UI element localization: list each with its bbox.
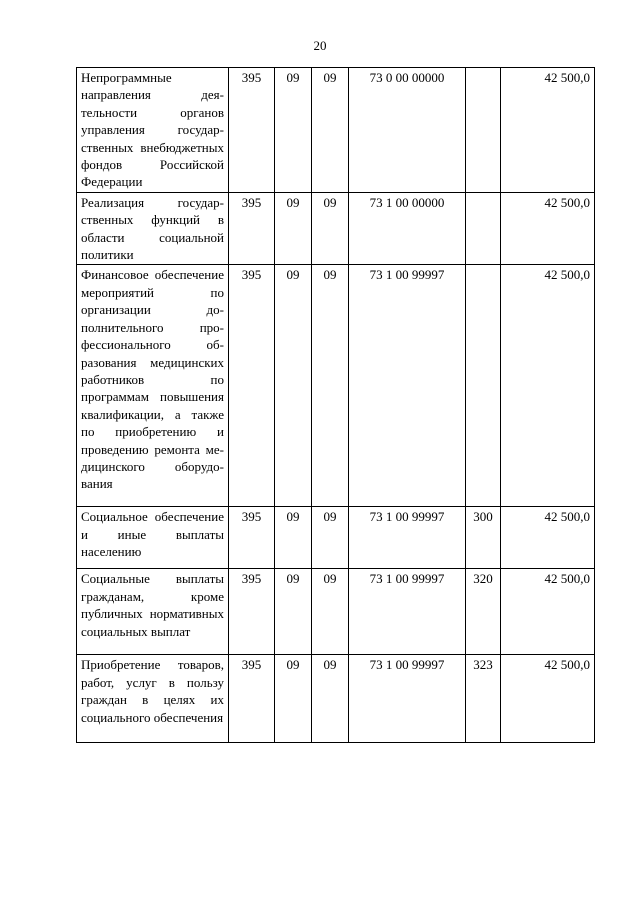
row-subsection: 09 xyxy=(312,507,349,569)
row-name: Социальное обеспечение и иные выплаты населению xyxy=(77,507,229,569)
row-expense-type xyxy=(466,68,501,193)
row-expense-type: 320 xyxy=(466,569,501,655)
row-section: 09 xyxy=(275,265,312,507)
row-target-article: 73 1 00 99997 xyxy=(349,265,466,507)
row-amount: 42 500,0 xyxy=(501,655,595,743)
table-row xyxy=(77,68,595,193)
row-target-article: 73 1 00 99997 xyxy=(349,507,466,569)
table-row xyxy=(77,507,595,569)
row-amount: 42 500,0 xyxy=(501,68,595,193)
budget-table xyxy=(76,67,595,743)
table-row xyxy=(77,569,595,655)
row-expense-type: 300 xyxy=(466,507,501,569)
row-amount: 42 500,0 xyxy=(501,507,595,569)
row-ministry: 395 xyxy=(229,68,275,193)
row-target-article: 73 1 00 99997 xyxy=(349,569,466,655)
row-section: 09 xyxy=(275,507,312,569)
row-ministry: 395 xyxy=(229,507,275,569)
page-number: 20 xyxy=(313,38,327,53)
row-subsection: 09 xyxy=(312,655,349,743)
row-expense-type: 323 xyxy=(466,655,501,743)
row-name: Непрограммные направления деятельности органов управления государственных внебюджетных фондов Российской Федерации xyxy=(77,68,229,193)
row-name: Реализация государственных функций в области социальной политики xyxy=(77,192,229,265)
row-target-article: 73 1 00 99997 xyxy=(349,655,466,743)
row-amount: 42 500,0 xyxy=(501,192,595,265)
row-section: 09 xyxy=(275,192,312,265)
row-ministry: 395 xyxy=(229,569,275,655)
row-amount: 42 500,0 xyxy=(501,569,595,655)
row-name: Финансовое обеспечение мероприятий по организации дополнительного профессионального образования медицинских работников по программам повышения квалификации, а также по приобретению и проведению ремонта медицинского оборудования xyxy=(77,265,229,507)
table-row xyxy=(77,655,595,743)
row-expense-type xyxy=(466,265,501,507)
row-ministry: 395 xyxy=(229,265,275,507)
row-target-article: 73 0 00 00000 xyxy=(349,68,466,193)
row-amount: 42 500,0 xyxy=(501,265,595,507)
row-section: 09 xyxy=(275,68,312,193)
table-row xyxy=(77,192,595,265)
row-expense-type xyxy=(466,192,501,265)
row-subsection: 09 xyxy=(312,265,349,507)
row-name: Приобретение товаров, работ, услуг в пользу граждан в целях их социального обеспечения xyxy=(77,655,229,743)
row-subsection: 09 xyxy=(312,569,349,655)
row-name: Социальные выплаты гражданам, кроме публичных нормативных социальных выплат xyxy=(77,569,229,655)
row-section: 09 xyxy=(275,569,312,655)
row-subsection: 09 xyxy=(312,192,349,265)
row-subsection: 09 xyxy=(312,68,349,193)
row-ministry: 395 xyxy=(229,192,275,265)
row-section: 09 xyxy=(275,655,312,743)
row-ministry: 395 xyxy=(229,655,275,743)
row-target-article: 73 1 00 00000 xyxy=(349,192,466,265)
table-row xyxy=(77,265,595,507)
